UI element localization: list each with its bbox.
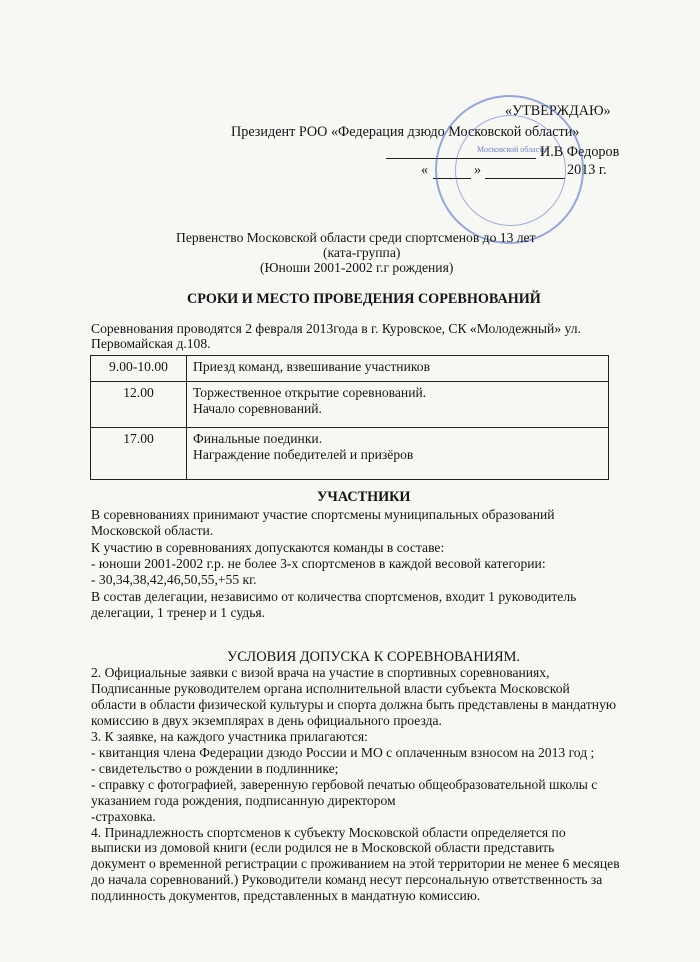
approval-president: Президент РОО «Федерация дзюдо Московской области» [231, 124, 580, 140]
schedule-time: 12.00 [91, 382, 187, 428]
schedule-desc [187, 428, 609, 480]
schedule-desc [187, 382, 609, 428]
schedule-desc-line: Приезд команд, взвешивание участников [193, 359, 430, 374]
dates-line-1: Соревнования проводятся 2 февраля 2013года в г. Куровское, СК «Молодежный» ул. [91, 321, 581, 336]
schedule-desc-line: Начало соревнований. [193, 401, 322, 417]
participants-line: К участию в соревнованиях допускаются команды в составе: [91, 539, 445, 555]
participants-line: Московской области. [91, 523, 214, 539]
heading-line-3: (Юноши 2001-2002 г.г рождения) [260, 260, 454, 275]
conditions-line: подлинность документов, представленных в мандатную комиссию. [91, 888, 481, 904]
conditions-line: 2. Официальные заявки с визой врача на участие в спортивных соревнованиях, [91, 665, 550, 680]
heading-line-1: Первенство Московской области среди спортсменов до 13 лет [176, 230, 536, 245]
conditions-line: - справку с фотографией, заверенную гербовой печатью общеобразовательной школы с [91, 776, 598, 792]
conditions-line: - свидетельство о рождении в подлиннике; [91, 760, 339, 776]
conditions-line: области в области физической культуры и спорта должна быть представлены в мандатную [91, 696, 617, 712]
conditions-line: 4. Принадлежность спортсменов к субъекту Московской области определяется по [91, 824, 566, 840]
schedule-desc [187, 356, 609, 382]
stamp-inner-ring [455, 115, 566, 226]
conditions-line: документ о временной регистрации с проживанием на этой территории не менее 6 месяцев [91, 856, 620, 872]
stamp-text: Московской области [477, 145, 547, 154]
section-title-dates: СРОКИ И МЕСТО ПРОВЕДЕНИЯ СОРЕВНОВАНИЙ [187, 291, 541, 307]
schedule-table [90, 355, 609, 480]
table-row [91, 382, 609, 428]
schedule-desc-line: Награждение победителей и призёров [193, 447, 414, 463]
participants-line: делегации, 1 тренер и 1 судья. [91, 604, 266, 620]
official-stamp [435, 95, 584, 244]
participants-line: - юноши 2001-2002 г.р. не более 3-х спортсменов в каждой весовой категории: [91, 555, 546, 571]
conditions-line: указанием года рождения, подписанную директором [91, 792, 396, 808]
conditions-line: выписки из домовой книги (если родился не в Московской области представить [91, 840, 555, 856]
participants-line: - 30,34,38,42,46,50,55,+55 кг. [91, 572, 257, 588]
approval-title: «УТВЕРЖДАЮ» [505, 103, 611, 119]
conditions-line: -страховка. [91, 808, 156, 824]
section-title-conditions: УСЛОВИЯ ДОПУСКА К СОРЕВНОВАНИЯМ. [227, 649, 520, 665]
participants-line: В состав делегации, независимо от количества спортсменов, входит 1 руководитель [91, 588, 577, 604]
conditions-line: до начала соревнований.) Руководители команд несут персональную ответственность за [91, 872, 603, 888]
schedule-time: 9.00-10.00 [91, 356, 187, 382]
conditions-line: Подписанные руководителем органа исполнительной власти субъекта Московской [91, 680, 570, 696]
table-row [91, 356, 609, 382]
schedule-desc-line: Торжественное открытие соревнований. [193, 385, 427, 401]
schedule-time: 17.00 [91, 428, 187, 480]
table-row [91, 428, 609, 480]
schedule-desc-line: Финальные поединки. [193, 431, 323, 447]
participants-line: В соревнованиях принимают участие спортсмены муниципальных образований [91, 507, 555, 522]
section-title-participants: УЧАСТНИКИ [317, 489, 411, 505]
approval-date-open: « [421, 162, 429, 178]
approval-date-mid: » [474, 162, 482, 178]
dates-line-2: Первомайская д.108. [91, 336, 211, 351]
approval-date-year: 2013 г. [567, 162, 607, 178]
conditions-line: 3. К заявке, на каждого участника прилагаются: [91, 728, 368, 744]
heading-line-2: (ката-группа) [323, 245, 401, 260]
approval-name: И.В Федоров [540, 144, 620, 160]
conditions-line: комиссию в двух экземплярах в день официального проезда. [91, 712, 442, 728]
conditions-line: - квитанция члена Федерации дзюдо России и МО с оплаченным взносом на 2013 год ; [91, 744, 595, 760]
